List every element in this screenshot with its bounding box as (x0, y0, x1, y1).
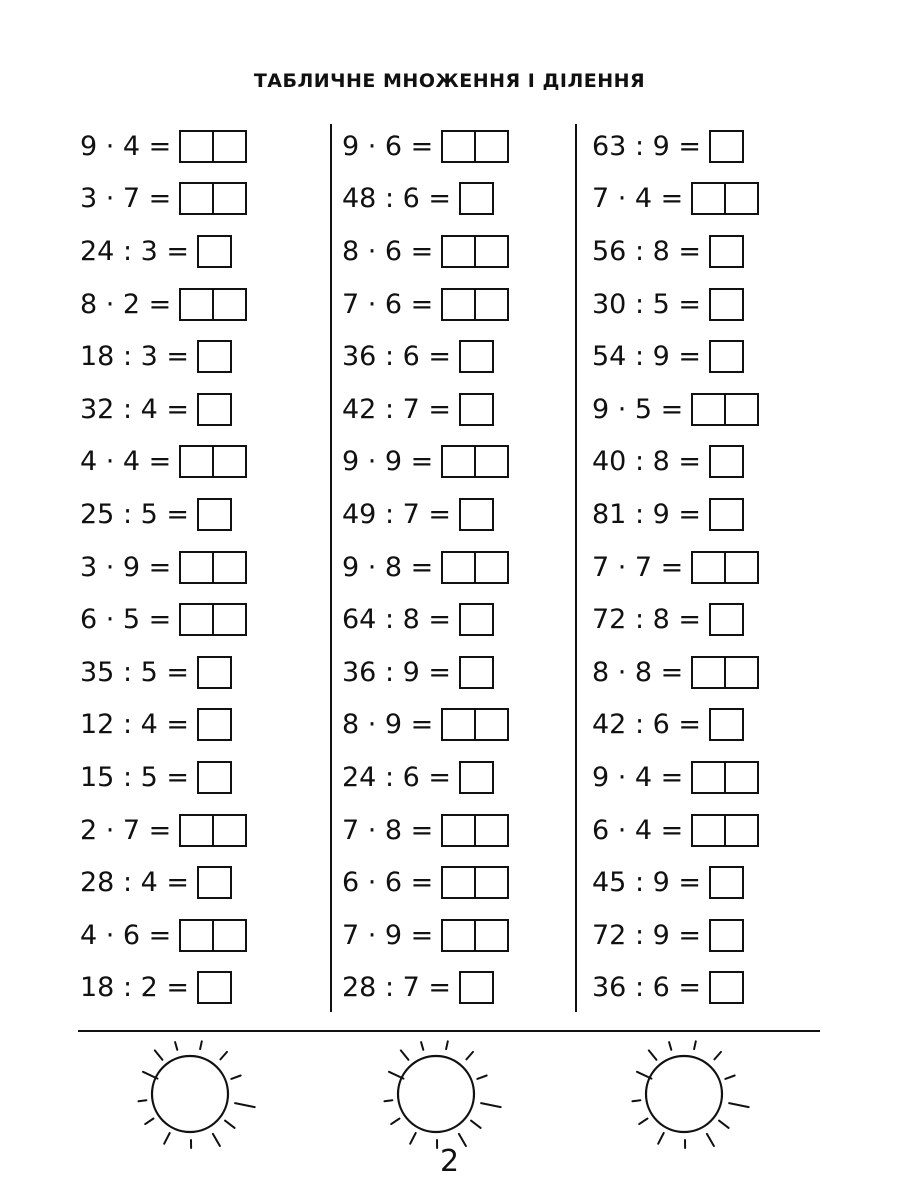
answer-boxes[interactable] (709, 130, 744, 163)
answer-boxes[interactable] (709, 971, 744, 1004)
answer-box[interactable] (459, 656, 494, 689)
answer-box[interactable] (179, 130, 214, 163)
answer-box[interactable] (691, 761, 726, 794)
answer-boxes[interactable] (197, 235, 232, 268)
answer-boxes[interactable] (197, 340, 232, 373)
answer-box[interactable] (459, 971, 494, 1004)
answer-box[interactable] (197, 340, 232, 373)
answer-box[interactable] (179, 182, 214, 215)
exercise-expression: 8 · 9 = (342, 709, 434, 741)
answer-box[interactable] (709, 603, 744, 636)
exercise-row (592, 541, 822, 594)
answer-boxes[interactable] (197, 656, 232, 689)
exercise-expression: 9 · 4 = (80, 130, 172, 162)
exercise-column-2 (342, 120, 572, 1014)
exercise-expression: 45 : 9 = (592, 867, 702, 899)
exercise-row (80, 962, 310, 1015)
answer-boxes[interactable] (197, 761, 232, 794)
answer-boxes[interactable] (709, 445, 744, 478)
exercise-expression: 24 : 6 = (342, 761, 452, 793)
answer-box[interactable] (179, 445, 214, 478)
answer-box[interactable] (214, 445, 247, 478)
exercise-expression: 6 · 4 = (592, 814, 684, 846)
exercise-expression: 6 · 5 = (80, 604, 172, 636)
exercise-expression: 15 : 5 = (80, 761, 190, 793)
exercise-expression: 63 : 9 = (592, 130, 702, 162)
answer-box[interactable] (197, 708, 232, 741)
exercise-row (342, 699, 572, 752)
exercise-expression: 56 : 8 = (592, 235, 702, 267)
exercise-expression: 7 · 9 = (342, 919, 434, 951)
answer-boxes[interactable] (197, 498, 232, 531)
answer-boxes[interactable] (179, 551, 247, 584)
answer-boxes[interactable] (179, 182, 247, 215)
answer-boxes[interactable] (197, 708, 232, 741)
answer-box[interactable] (459, 761, 494, 794)
exercise-row (592, 488, 822, 541)
answer-box[interactable] (691, 393, 726, 426)
answer-boxes[interactable] (441, 445, 509, 478)
answer-box[interactable] (709, 498, 744, 531)
answer-boxes[interactable] (197, 971, 232, 1004)
answer-boxes[interactable] (709, 866, 744, 899)
answer-box[interactable] (691, 656, 726, 689)
exercise-row (80, 593, 310, 646)
answer-box[interactable] (214, 814, 247, 847)
exercise-expression: 72 : 9 = (592, 919, 702, 951)
answer-box[interactable] (691, 182, 726, 215)
exercise-expression: 72 : 8 = (592, 604, 702, 636)
answer-box[interactable] (709, 971, 744, 1004)
answer-boxes[interactable] (441, 708, 509, 741)
exercise-row (342, 488, 572, 541)
exercise-expression: 4 · 6 = (80, 919, 172, 951)
exercise-expression: 49 : 7 = (342, 498, 452, 530)
exercise-row (592, 751, 822, 804)
answer-boxes[interactable] (691, 393, 759, 426)
exercise-row (342, 436, 572, 489)
exercise-expression: 24 : 3 = (80, 235, 190, 267)
answer-box[interactable] (726, 393, 759, 426)
answer-box[interactable] (476, 814, 509, 847)
exercise-expression: 8 · 6 = (342, 235, 434, 267)
answer-box[interactable] (441, 919, 476, 952)
exercise-expression: 4 · 4 = (80, 446, 172, 478)
answer-box[interactable] (197, 761, 232, 794)
answer-boxes[interactable] (709, 288, 744, 321)
exercise-row (80, 383, 310, 436)
answer-boxes[interactable] (691, 551, 759, 584)
answer-box[interactable] (441, 235, 476, 268)
answer-box[interactable] (709, 445, 744, 478)
answer-box[interactable] (214, 551, 247, 584)
answer-box[interactable] (459, 498, 494, 531)
answer-box[interactable] (726, 814, 759, 847)
answer-box[interactable] (709, 919, 744, 952)
exercise-expression: 64 : 8 = (342, 604, 452, 636)
answer-boxes[interactable] (691, 182, 759, 215)
answer-boxes[interactable] (197, 866, 232, 899)
exercise-row (342, 751, 572, 804)
exercise-expression: 7 · 4 = (592, 183, 684, 215)
answer-box[interactable] (214, 130, 247, 163)
page-title: ТАБЛИЧНЕ МНОЖЕННЯ І ДІЛЕННЯ (253, 70, 646, 92)
exercise-row (592, 962, 822, 1015)
answer-box[interactable] (476, 130, 509, 163)
exercise-expression: 35 : 5 = (80, 656, 190, 688)
exercise-expression: 42 : 6 = (592, 709, 702, 741)
answer-boxes[interactable] (709, 498, 744, 531)
answer-box[interactable] (214, 919, 247, 952)
exercise-row (592, 646, 822, 699)
answer-boxes[interactable] (441, 551, 509, 584)
answer-boxes[interactable] (179, 919, 247, 952)
answer-box[interactable] (691, 814, 726, 847)
exercise-row (80, 856, 310, 909)
answer-box[interactable] (476, 235, 509, 268)
answer-box[interactable] (441, 551, 476, 584)
exercise-row (80, 541, 310, 594)
exercise-row (80, 804, 310, 857)
answer-box[interactable] (441, 866, 476, 899)
answer-boxes[interactable] (709, 603, 744, 636)
answer-box[interactable] (726, 656, 759, 689)
page-number: 2 (439, 1144, 460, 1179)
answer-box[interactable] (476, 708, 509, 741)
answer-boxes[interactable] (709, 235, 744, 268)
answer-box[interactable] (179, 814, 214, 847)
answer-box[interactable] (197, 393, 232, 426)
exercise-expression: 9 · 5 = (592, 393, 684, 425)
answer-box[interactable] (197, 866, 232, 899)
exercise-expression: 9 · 4 = (592, 761, 684, 793)
answer-boxes[interactable] (459, 340, 494, 373)
exercise-expression: 3 · 7 = (80, 183, 172, 215)
exercise-row (80, 488, 310, 541)
answer-box[interactable] (197, 498, 232, 531)
exercise-row (80, 173, 310, 226)
exercise-row (592, 330, 822, 383)
exercise-expression: 9 · 9 = (342, 446, 434, 478)
answer-box[interactable] (709, 708, 744, 741)
exercise-row (80, 120, 310, 173)
answer-boxes[interactable] (441, 919, 509, 952)
answer-box[interactable] (709, 235, 744, 268)
exercise-expression: 48 : 6 = (342, 183, 452, 215)
answer-boxes[interactable] (459, 656, 494, 689)
answer-box[interactable] (459, 340, 494, 373)
exercise-expression: 40 : 8 = (592, 446, 702, 478)
exercise-row (342, 278, 572, 331)
exercise-expression: 3 · 9 = (80, 551, 172, 583)
answer-box[interactable] (214, 603, 247, 636)
exercise-column-1 (80, 120, 310, 1014)
column-divider (330, 124, 332, 1012)
exercise-expression: 9 · 8 = (342, 551, 434, 583)
exercise-expression: 81 : 9 = (592, 498, 702, 530)
answer-box[interactable] (214, 288, 247, 321)
exercise-row (592, 120, 822, 173)
exercise-row (592, 225, 822, 278)
exercise-row (80, 436, 310, 489)
exercise-row (342, 173, 572, 226)
answer-boxes[interactable] (441, 235, 509, 268)
sun-icon (370, 1032, 510, 1152)
answer-box[interactable] (214, 182, 247, 215)
exercise-column-3 (592, 120, 822, 1014)
answer-box[interactable] (441, 288, 476, 321)
answer-box[interactable] (476, 445, 509, 478)
answer-box[interactable] (179, 603, 214, 636)
answer-boxes[interactable] (441, 288, 509, 321)
exercise-row (80, 330, 310, 383)
exercise-expression: 28 : 4 = (80, 867, 190, 899)
exercise-row (80, 909, 310, 962)
answer-boxes[interactable] (441, 130, 509, 163)
exercise-row (592, 173, 822, 226)
answer-box[interactable] (441, 445, 476, 478)
answer-box[interactable] (459, 182, 494, 215)
exercise-row (592, 856, 822, 909)
answer-box[interactable] (441, 130, 476, 163)
answer-boxes[interactable] (709, 708, 744, 741)
answer-box[interactable] (179, 288, 214, 321)
answer-box[interactable] (441, 814, 476, 847)
column-divider (575, 124, 577, 1012)
exercise-expression: 18 : 3 = (80, 341, 190, 373)
exercise-expression: 9 · 6 = (342, 130, 434, 162)
answer-boxes[interactable] (459, 761, 494, 794)
answer-boxes[interactable] (179, 130, 247, 163)
exercise-expression: 8 · 2 = (80, 288, 172, 320)
answer-boxes[interactable] (179, 445, 247, 478)
exercise-expression: 25 : 5 = (80, 498, 190, 530)
exercise-expression: 36 : 6 = (592, 972, 702, 1004)
exercise-row (342, 120, 572, 173)
exercise-row (592, 804, 822, 857)
answer-box[interactable] (709, 130, 744, 163)
answer-box[interactable] (441, 708, 476, 741)
exercise-expression: 42 : 7 = (342, 393, 452, 425)
exercise-expression: 32 : 4 = (80, 393, 190, 425)
answer-boxes[interactable] (179, 814, 247, 847)
answer-boxes[interactable] (441, 814, 509, 847)
exercise-expression: 28 : 7 = (342, 972, 452, 1004)
answer-boxes[interactable] (459, 393, 494, 426)
sun-icon (618, 1032, 758, 1152)
exercise-expression: 36 : 6 = (342, 341, 452, 373)
answer-box[interactable] (476, 551, 509, 584)
exercise-expression: 2 · 7 = (80, 814, 172, 846)
answer-box[interactable] (179, 551, 214, 584)
exercise-row (592, 593, 822, 646)
answer-box[interactable] (476, 866, 509, 899)
answer-boxes[interactable] (179, 603, 247, 636)
exercise-row (342, 383, 572, 436)
exercise-row (342, 856, 572, 909)
exercise-row (342, 330, 572, 383)
exercise-row (342, 225, 572, 278)
answer-box[interactable] (197, 656, 232, 689)
answer-boxes[interactable] (709, 919, 744, 952)
exercise-row (342, 804, 572, 857)
answer-boxes[interactable] (459, 182, 494, 215)
answer-boxes[interactable] (441, 866, 509, 899)
exercise-row (592, 699, 822, 752)
answer-box[interactable] (476, 288, 509, 321)
answer-box[interactable] (726, 551, 759, 584)
answer-boxes[interactable] (459, 603, 494, 636)
exercise-expression: 7 · 6 = (342, 288, 434, 320)
exercise-row (80, 751, 310, 804)
exercise-row (592, 909, 822, 962)
answer-boxes[interactable] (691, 656, 759, 689)
answer-box[interactable] (459, 393, 494, 426)
answer-boxes[interactable] (709, 340, 744, 373)
exercise-expression: 30 : 5 = (592, 288, 702, 320)
answer-box[interactable] (709, 340, 744, 373)
answer-box[interactable] (197, 235, 232, 268)
exercise-expression: 7 · 8 = (342, 814, 434, 846)
exercise-row (342, 593, 572, 646)
answer-box[interactable] (179, 919, 214, 952)
exercise-row (342, 541, 572, 594)
exercise-row (592, 278, 822, 331)
answer-box[interactable] (726, 761, 759, 794)
exercise-row (342, 646, 572, 699)
exercise-row (592, 383, 822, 436)
exercise-row (342, 909, 572, 962)
exercise-row (342, 962, 572, 1015)
answer-box[interactable] (691, 551, 726, 584)
sun-icon (124, 1032, 264, 1152)
answer-box[interactable] (197, 971, 232, 1004)
exercise-expression: 7 · 7 = (592, 551, 684, 583)
exercise-expression: 6 · 6 = (342, 867, 434, 899)
exercise-expression: 36 : 9 = (342, 656, 452, 688)
answer-box[interactable] (709, 866, 744, 899)
answer-boxes[interactable] (459, 971, 494, 1004)
answer-boxes[interactable] (179, 288, 247, 321)
answer-boxes[interactable] (197, 393, 232, 426)
exercise-row (592, 436, 822, 489)
exercise-expression: 8 · 8 = (592, 656, 684, 688)
exercise-expression: 18 : 2 = (80, 972, 190, 1004)
answer-box[interactable] (476, 919, 509, 952)
exercise-expression: 12 : 4 = (80, 709, 190, 741)
answer-boxes[interactable] (691, 814, 759, 847)
answer-boxes[interactable] (691, 761, 759, 794)
answer-boxes[interactable] (459, 498, 494, 531)
answer-box[interactable] (709, 288, 744, 321)
exercise-row (80, 699, 310, 752)
exercise-expression: 54 : 9 = (592, 341, 702, 373)
exercise-row (80, 225, 310, 278)
answer-box[interactable] (459, 603, 494, 636)
answer-box[interactable] (726, 182, 759, 215)
exercise-row (80, 646, 310, 699)
exercise-row (80, 278, 310, 331)
